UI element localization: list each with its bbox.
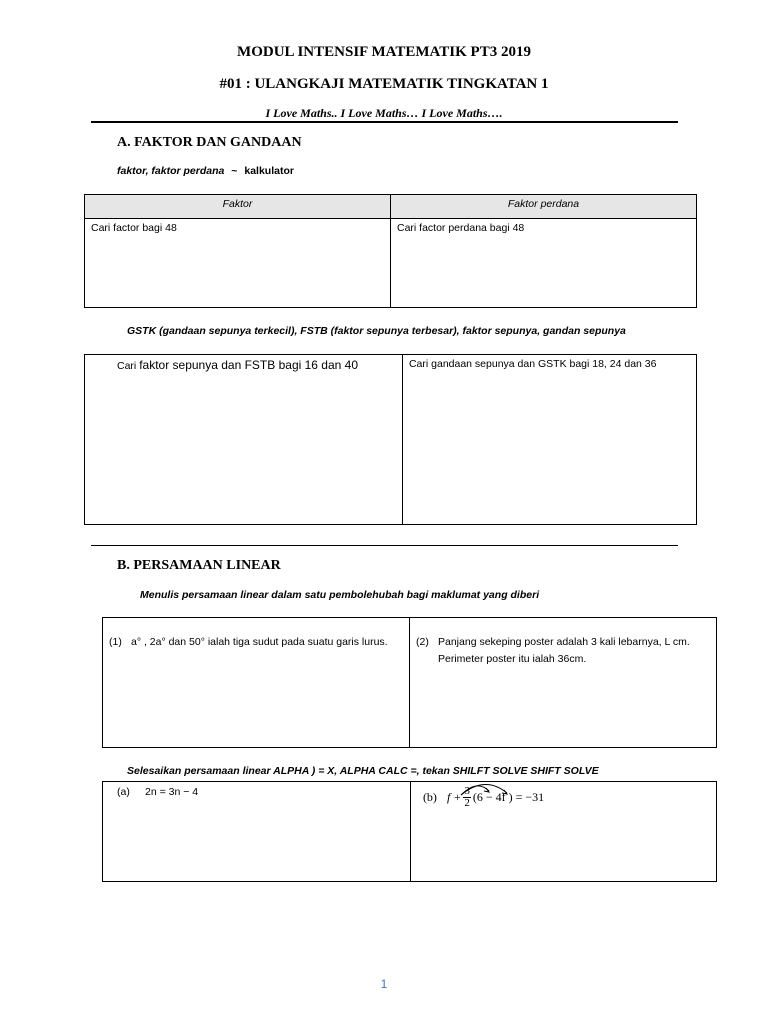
section-divider: [91, 545, 678, 546]
question-2-number: (2): [416, 636, 429, 648]
header-faktor-perdana: Faktor perdana: [391, 195, 697, 219]
note-calculator: kalkulator: [244, 165, 294, 177]
question-b-number: (b): [422, 790, 437, 804]
section-a-heading: A. FAKTOR DAN GANDAAN: [117, 135, 302, 150]
cell-common-factor-prefix: Cari: [117, 360, 137, 372]
cell-common-factor[interactable]: [85, 355, 403, 525]
linear-solve-table: [102, 781, 717, 882]
question-a-cell[interactable]: [103, 782, 411, 882]
question-1-text: a° , 2a° dan 50° ialah tiga sudut pada suatu garis lurus.: [131, 636, 388, 648]
distribution-arrows: [455, 781, 515, 799]
header-rule: [91, 121, 678, 123]
fraction-numerator: 3: [464, 785, 470, 797]
question-a-equation: 2n = 3n − 4: [145, 786, 199, 798]
question-a-number: (a): [117, 786, 130, 798]
module-title: MODUL INTENSIF MATEMATIK PT3 2019: [237, 44, 531, 60]
cell-prime-factor-48[interactable]: Cari factor perdana bagi 48: [391, 219, 697, 308]
motto: I Love Maths.. I Love Maths… I Love Maths….: [265, 106, 503, 120]
header-faktor: Faktor: [85, 195, 391, 219]
question-b-rhs: (6 − 4f ) = −31: [472, 790, 545, 804]
question-1-cell[interactable]: [103, 618, 410, 748]
page-number: 1: [380, 977, 388, 991]
cell-factor-48[interactable]: Cari factor bagi 48: [85, 219, 391, 308]
cell-common-multiple[interactable]: Cari gandaan sepunya dan GSTK bagi 18, 24 dan 36: [402, 355, 696, 525]
section-b-heading: B. PERSAMAAN LINEAR: [117, 558, 281, 573]
gstk-fstb-note: GSTK (gandaan sepunya terkecil), FSTB (faktor sepunya terbesar), faktor sepunya, gandan sepunya: [127, 325, 626, 337]
cell-common-factor-text: faktor sepunya dan FSTB bagi 16 dan 40: [139, 358, 358, 372]
linear-equation-note: Menulis persamaan linear dalam satu pembolehubah bagi maklumat yang diberi: [140, 589, 540, 601]
question-1-number: (1): [109, 636, 122, 648]
question-b-lhs: f +: [446, 790, 462, 804]
section-a-note: [117, 165, 294, 177]
module-subtitle: #01 : ULANGKAJI MATEMATIK TINGKATAN 1: [219, 76, 549, 92]
common-table: [84, 354, 697, 525]
question-2-text: Panjang sekeping poster adalah 3 kali lebarnya, L cm. Perimeter poster itu ialah 36cm.: [438, 636, 690, 665]
factor-table: [84, 194, 697, 308]
note-factor-terms: faktor, faktor perdana: [117, 165, 225, 177]
solve-note: Selesaikan persamaan linear ALPHA ) = X, ALPHA CALC =, tekan SHILFT SOLVE SHIFT SOLVE: [127, 765, 599, 777]
question-2-cell[interactable]: [410, 618, 717, 748]
tilde-symbol: ~: [231, 165, 238, 177]
fraction-denominator: 2: [464, 797, 470, 809]
linear-write-table: [102, 617, 717, 748]
